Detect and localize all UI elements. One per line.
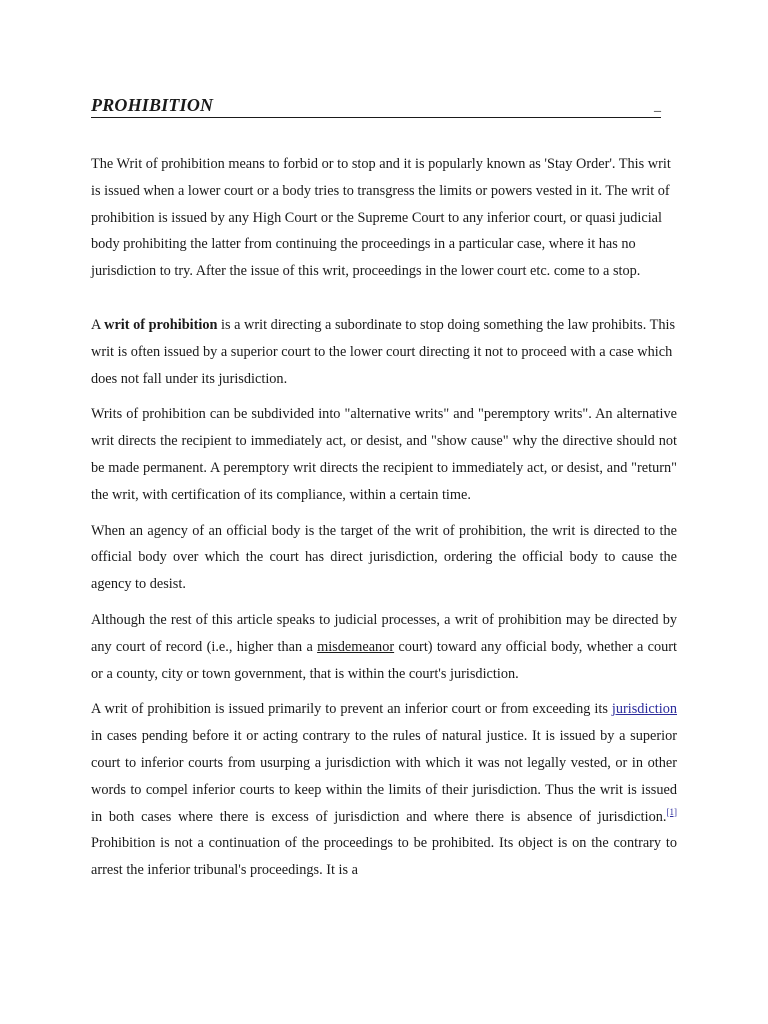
purpose-text-after: Prohibition is not a continuation of the proceedings to be prohibited. Its object is on the contrary to arrest the inferior tribunal's proceedings. It is a	[91, 835, 677, 879]
title-row	[91, 93, 661, 118]
definition-lead: A	[91, 316, 105, 333]
paragraph-purpose	[91, 696, 677, 884]
court-of-record-text-after: court) toward any official body, whether a court or a county, city or town government, that is within the court's jurisdiction.	[91, 638, 677, 682]
page-title: PROHIBITION	[91, 95, 214, 115]
paragraph-agency: When an agency of an official body is the target of the writ of prohibition, the writ is directed to the official body over which the court has direct jurisdiction, ordering the official body to cause the agency to desist.	[91, 522, 677, 593]
term-writ-of-prohibition: writ of prohibition	[104, 316, 218, 333]
purpose-text-middle: in cases pending before it or acting contrary to the rules of natural justice. It is issued by a superior court to inferior courts from usurping a jurisdiction with which it was not legally vested, or in other words to compel inferior courts to keep within the limits of their jurisdiction. Thus the writ is issued in both cases where there is excess of jurisdiction and where there is absence of jurisdiction.	[91, 728, 677, 825]
paragraph-court-of-record	[91, 607, 677, 687]
footnote-link[interactable]: [1]	[666, 806, 677, 817]
document-body	[91, 151, 677, 893]
paragraph-intro: The Writ of prohibition means to forbid or to stop and it is popularly known as 'Stay Order'. This writ is issued when a lower court or a body tries to transgress the limits or powers vested in it. The writ of prohibition is issued by any High Court or the Supreme Court to any inferior court, or quasi judicial body prohibiting the latter from continuing the proceedings in a particular case, where it has no jurisdiction to try. After the issue of this writ, proceedings in the lower court etc. come to a stop.	[91, 156, 671, 280]
purpose-text-before: A writ of prohibition is issued primarily to prevent an inferior court or from exceeding its	[91, 701, 612, 718]
paragraph-definition	[91, 312, 677, 392]
misdemeanor-link[interactable]: misdemeanor	[317, 638, 395, 655]
jurisdiction-link[interactable]: jurisdiction	[611, 701, 677, 718]
title-underscore: _	[654, 99, 661, 114]
paragraph-subdivisions: Writs of prohibition can be subdivided into "alternative writs" and "peremptory writs". An alternative writ directs the recipient to immediately act, or desist, and "show cause" why the directive should not be made permanent. A peremptory writ directs the recipient to immediately act, or desist, and "return" the writ, with certification of its compliance, within a certain time.	[91, 406, 677, 503]
definition-text: is a writ directing a subordinate to stop doing something the law prohibits. This writ is often issued by a superior court to the lower court directing it not to proceed with a case which does not fall under its jurisdiction.	[91, 316, 676, 387]
court-of-record-text-before: Although the rest of this article speaks to judicial processes, a writ of prohibition may be directed by any court of record (i.e., higher than a	[91, 611, 677, 655]
